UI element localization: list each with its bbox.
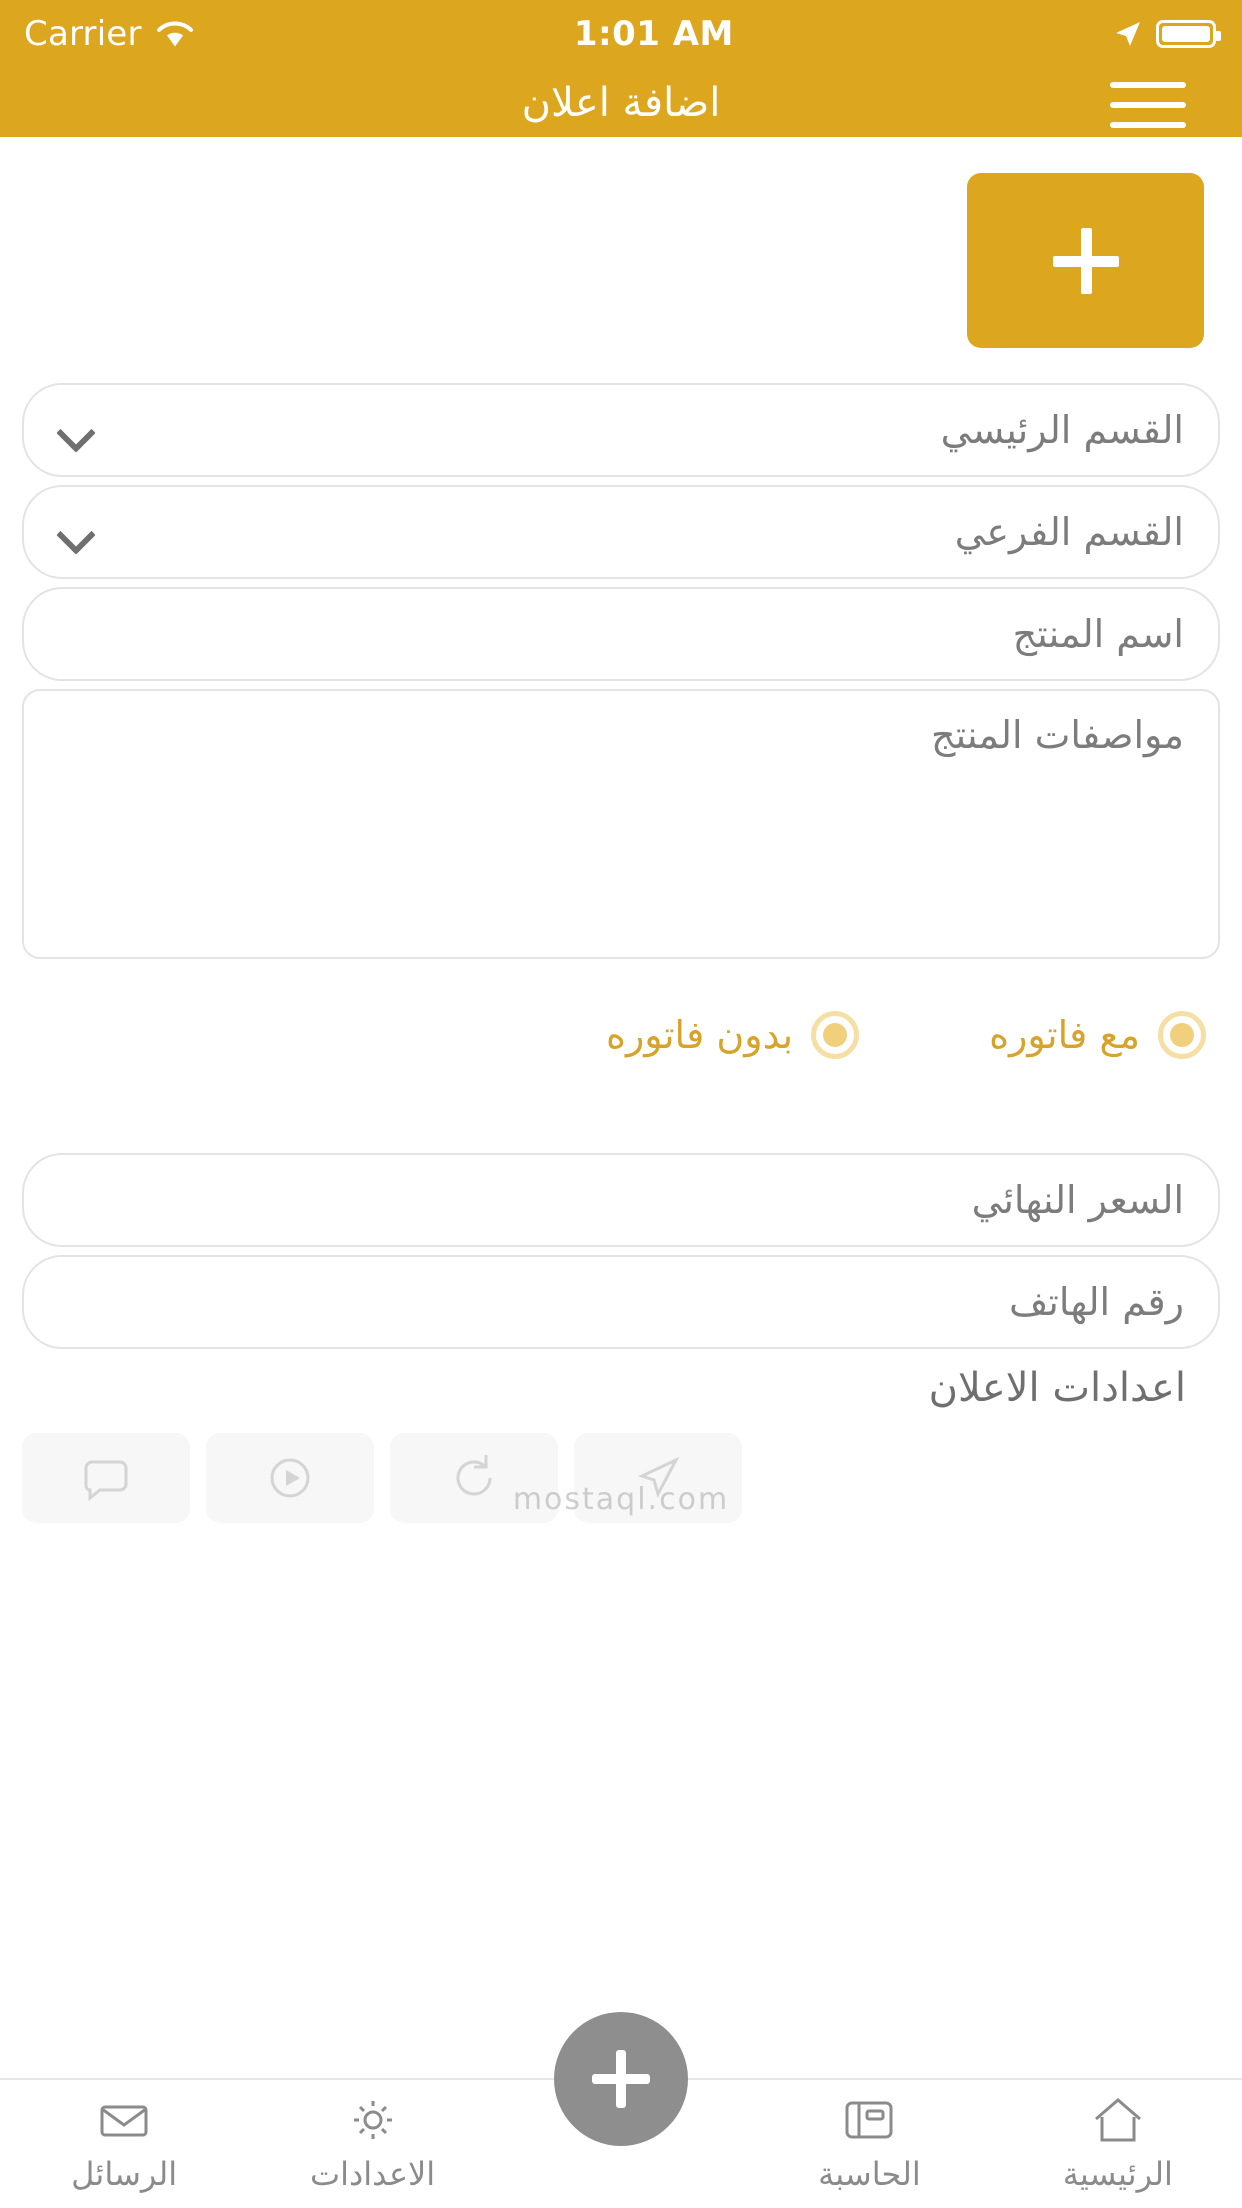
product-name-input[interactable] — [22, 587, 1220, 681]
tab-calculator-label: الحاسبة — [818, 2155, 921, 2193]
sub-category-select[interactable] — [22, 485, 1220, 579]
main-category-label: القسم الرئيسي — [940, 408, 1184, 452]
tab-home-label: الرئيسية — [1062, 2155, 1173, 2193]
final-price-input[interactable] — [22, 1153, 1220, 1247]
chip-share[interactable] — [574, 1433, 742, 1523]
calculator-icon — [841, 2095, 897, 2145]
chip-refresh[interactable] — [390, 1433, 558, 1523]
status-time: 1:01 AM — [573, 14, 734, 54]
tab-calculator[interactable] — [745, 2080, 993, 2208]
ad-settings-title: اعدادات الاعلان — [928, 1365, 1186, 1411]
radio-with-invoice-label: مع فاتوره — [989, 1013, 1140, 1057]
floating-add-button[interactable] — [554, 2012, 688, 2146]
product-name-placeholder: اسم المنتج — [1012, 612, 1184, 656]
chevron-down-icon — [58, 515, 92, 549]
chip-play[interactable] — [206, 1433, 374, 1523]
radio-without-invoice[interactable] — [606, 1011, 859, 1059]
envelope-icon — [96, 2095, 152, 2145]
ad-settings-chips — [22, 1433, 1220, 1523]
product-specs-placeholder: مواصفات المنتج — [930, 713, 1184, 757]
phone-number-placeholder: رقم الهاتف — [1008, 1280, 1184, 1324]
battery-icon — [1156, 20, 1216, 48]
radio-dot-icon — [811, 1011, 859, 1059]
refresh-icon — [446, 1450, 502, 1506]
final-price-placeholder: السعر النهائي — [971, 1178, 1184, 1222]
gear-icon — [345, 2095, 401, 2145]
location-arrow-icon — [1114, 20, 1142, 48]
wifi-icon — [156, 19, 194, 49]
tab-home[interactable] — [994, 2080, 1242, 2208]
product-specs-textarea[interactable] — [22, 689, 1220, 959]
page-title: اضافة اعلان — [521, 79, 721, 126]
phone-number-input[interactable] — [22, 1255, 1220, 1349]
status-right-group — [1114, 20, 1216, 48]
radio-dot-icon — [1158, 1011, 1206, 1059]
plus-icon — [592, 2050, 650, 2108]
status-left-group — [24, 14, 194, 54]
chip-chat[interactable] — [22, 1433, 190, 1523]
radio-with-invoice[interactable] — [989, 1011, 1206, 1059]
sub-category-label: القسم الفرعي — [954, 510, 1184, 554]
watermark: mostaql.com — [512, 1482, 730, 1517]
nav-bar — [0, 68, 1242, 137]
status-bar — [0, 0, 1242, 68]
carrier-label: Carrier — [24, 14, 142, 54]
play-circle-icon — [262, 1450, 318, 1506]
main-category-select[interactable] — [22, 383, 1220, 477]
share-arrow-icon — [630, 1450, 686, 1506]
invoice-radio-group — [22, 995, 1220, 1075]
chevron-down-icon — [58, 413, 92, 447]
form-content — [0, 137, 1242, 2208]
tab-messages[interactable] — [0, 2080, 248, 2208]
tab-messages-label: الرسائل — [71, 2155, 178, 2193]
add-photo-button[interactable] — [967, 173, 1204, 348]
radio-without-invoice-label: بدون فاتوره — [606, 1013, 794, 1057]
hamburger-menu-icon[interactable] — [1110, 82, 1186, 128]
tab-settings[interactable] — [248, 2080, 496, 2208]
chat-bubble-icon — [78, 1450, 134, 1506]
tab-settings-label: الاعدادات — [309, 2155, 436, 2193]
home-icon — [1090, 2095, 1146, 2145]
plus-icon — [1053, 228, 1119, 294]
